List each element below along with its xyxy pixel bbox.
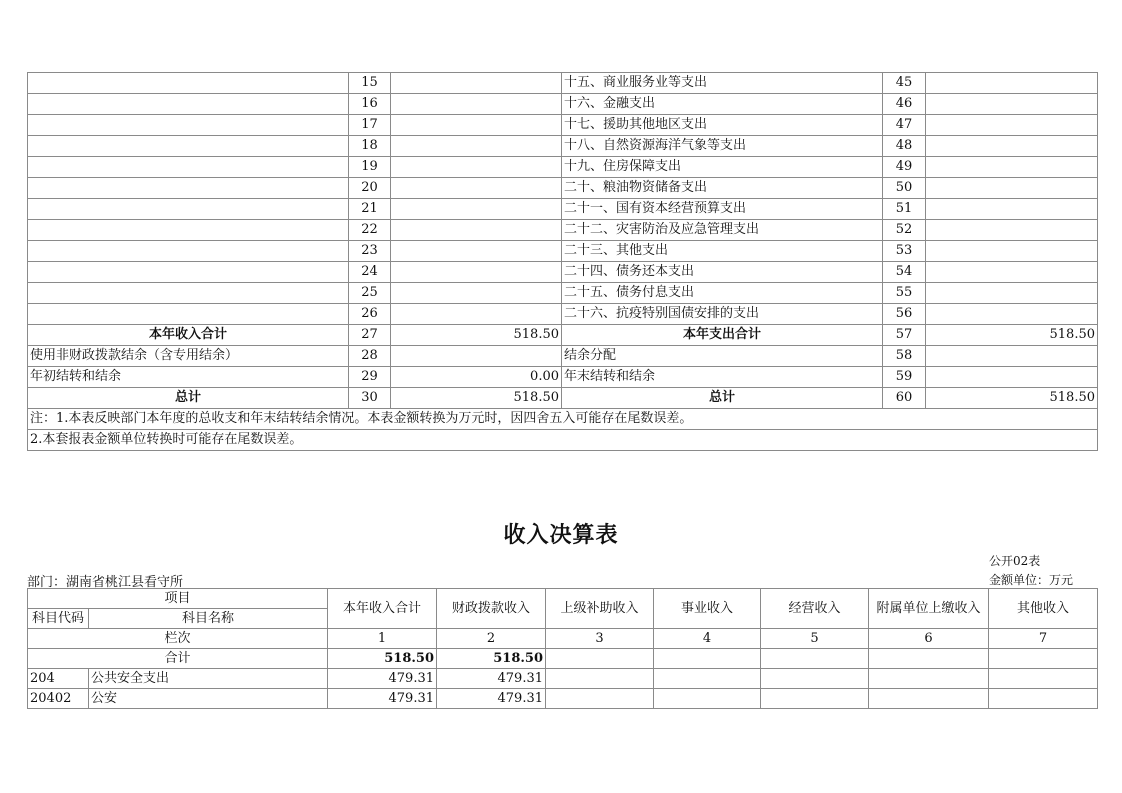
- expense-item-label: 十六、金融支出: [562, 94, 883, 115]
- expense-amount: [926, 157, 1098, 178]
- income-amount: [391, 241, 562, 262]
- income-item-label: [28, 283, 349, 304]
- form-id-label: 公开02表: [989, 554, 1041, 568]
- expense-item-label: 二十一、国有资本经营预算支出: [562, 199, 883, 220]
- expense-line-number: 55: [883, 283, 926, 304]
- header-code: 科目代码: [28, 609, 89, 629]
- note-text: 注：1.本表反映部门本年度的总收支和年末结转结余情况。本表金额转换为万元时，因四舍五入可能存在尾数误差。: [28, 409, 1098, 430]
- expense-item-label: 二十六、抗疫特别国债安排的支出: [562, 304, 883, 325]
- amount-cell: [761, 689, 869, 709]
- summary-row: [28, 304, 1098, 325]
- expense-amount: [926, 73, 1098, 94]
- expense-line-number: 52: [883, 220, 926, 241]
- expense-line-number: 60: [883, 388, 926, 409]
- total-value: 518.50: [328, 649, 437, 669]
- total-value: [761, 649, 869, 669]
- summary-row: [28, 367, 1098, 388]
- column-number: 4: [654, 629, 761, 649]
- note-row: [28, 430, 1098, 451]
- summary-row: [28, 157, 1098, 178]
- summary-row: [28, 241, 1098, 262]
- expense-item-label: 十七、援助其他地区支出: [562, 115, 883, 136]
- income-line-number: 30: [349, 388, 391, 409]
- summary-row: [28, 346, 1098, 367]
- header-col-5: 经营收入: [761, 589, 869, 629]
- expense-line-number: 45: [883, 73, 926, 94]
- expense-item-label: 总计: [562, 388, 883, 409]
- income-item-label: [28, 178, 349, 199]
- summary-row: [28, 94, 1098, 115]
- summary-row: [28, 73, 1098, 94]
- income-item-label: [28, 262, 349, 283]
- note-row: [28, 409, 1098, 430]
- income-item-label: [28, 73, 349, 94]
- amount-cell: 479.31: [328, 669, 437, 689]
- summary-row: [28, 283, 1098, 304]
- income-line-number: 19: [349, 157, 391, 178]
- income-line-number: 15: [349, 73, 391, 94]
- expense-amount: [926, 304, 1098, 325]
- amount-cell: 479.31: [437, 689, 546, 709]
- income-item-label: 使用非财政拨款结余（含专用结余）: [28, 346, 349, 367]
- expense-item-label: 二十、粮油物资储备支出: [562, 178, 883, 199]
- expense-amount: 518.50: [926, 325, 1098, 346]
- expense-line-number: 48: [883, 136, 926, 157]
- expense-line-number: 56: [883, 304, 926, 325]
- expense-item-label: 二十五、债务付息支出: [562, 283, 883, 304]
- income-item-label: [28, 241, 349, 262]
- amount-cell: [869, 689, 989, 709]
- expense-line-number: 58: [883, 346, 926, 367]
- income-line-number: 21: [349, 199, 391, 220]
- income-amount: [391, 136, 562, 157]
- column-number-label: 栏次: [28, 629, 328, 649]
- income-amount: [391, 283, 562, 304]
- summary-row: [28, 199, 1098, 220]
- column-number-row: [28, 629, 1098, 649]
- income-line-number: 25: [349, 283, 391, 304]
- subject-code: 20402: [28, 689, 89, 709]
- expense-item-label: 结余分配: [562, 346, 883, 367]
- income-line-number: 28: [349, 346, 391, 367]
- income-line-number: 17: [349, 115, 391, 136]
- total-row: [28, 649, 1098, 669]
- total-value: [869, 649, 989, 669]
- header-col-6: 附属单位上缴收入: [869, 589, 989, 629]
- amount-cell: [989, 689, 1098, 709]
- amount-cell: 479.31: [328, 689, 437, 709]
- table-row: [28, 689, 1098, 709]
- department-label: 部门：湖南省桃江县看守所: [27, 575, 184, 590]
- expense-line-number: 59: [883, 367, 926, 388]
- expense-line-number: 47: [883, 115, 926, 136]
- income-amount: 518.50: [391, 388, 562, 409]
- expense-line-number: 53: [883, 241, 926, 262]
- header-col-4: 事业收入: [654, 589, 761, 629]
- income-amount: 518.50: [391, 325, 562, 346]
- amount-cell: [989, 669, 1098, 689]
- total-label: 合计: [28, 649, 328, 669]
- income-expense-summary-table: [27, 72, 1098, 451]
- summary-row: [28, 388, 1098, 409]
- expense-amount: 518.50: [926, 388, 1098, 409]
- income-line-number: 23: [349, 241, 391, 262]
- amount-cell: [761, 669, 869, 689]
- expense-item-label: 十九、住房保障支出: [562, 157, 883, 178]
- total-value: [546, 649, 654, 669]
- income-item-label: [28, 94, 349, 115]
- header-col-3: 上级补助收入: [546, 589, 654, 629]
- page-title: 收入决算表: [503, 522, 619, 548]
- expense-item-label: 十八、自然资源海洋气象等支出: [562, 136, 883, 157]
- expense-amount: [926, 346, 1098, 367]
- column-number: 5: [761, 629, 869, 649]
- income-item-label: [28, 157, 349, 178]
- income-line-number: 16: [349, 94, 391, 115]
- income-item-label: [28, 115, 349, 136]
- income-amount: [391, 346, 562, 367]
- column-number: 6: [869, 629, 989, 649]
- expense-amount: [926, 367, 1098, 388]
- income-line-number: 18: [349, 136, 391, 157]
- header-col-2: 财政拨款收入: [437, 589, 546, 629]
- expense-item-label: 年末结转和结余: [562, 367, 883, 388]
- income-amount: 0.00: [391, 367, 562, 388]
- amount-cell: [546, 669, 654, 689]
- header-col-7: 其他收入: [989, 589, 1098, 629]
- total-value: [654, 649, 761, 669]
- expense-amount: [926, 262, 1098, 283]
- column-number: 7: [989, 629, 1098, 649]
- expense-amount: [926, 241, 1098, 262]
- income-amount: [391, 220, 562, 241]
- expense-amount: [926, 136, 1098, 157]
- column-number: 2: [437, 629, 546, 649]
- total-value: [989, 649, 1098, 669]
- amount-cell: [654, 689, 761, 709]
- income-item-label: 年初结转和结余: [28, 367, 349, 388]
- header-name: 科目名称: [89, 609, 328, 629]
- income-amount: [391, 115, 562, 136]
- income-item-label: 本年收入合计: [28, 325, 349, 346]
- column-number: 3: [546, 629, 654, 649]
- summary-row: [28, 115, 1098, 136]
- summary-row: [28, 220, 1098, 241]
- income-line-number: 27: [349, 325, 391, 346]
- income-item-label: 总计: [28, 388, 349, 409]
- income-item-label: [28, 136, 349, 157]
- summary-row: [28, 262, 1098, 283]
- expense-line-number: 49: [883, 157, 926, 178]
- summary-row: [28, 325, 1098, 346]
- unit-label: 金额单位：万元: [989, 573, 1074, 587]
- total-value: 518.50: [437, 649, 546, 669]
- expense-line-number: 46: [883, 94, 926, 115]
- summary-row: [28, 136, 1098, 157]
- expense-item-label: 二十二、灾害防治及应急管理支出: [562, 220, 883, 241]
- note-text: 2.本套报表金额单位转换时可能存在尾数误差。: [28, 430, 1098, 451]
- income-amount: [391, 94, 562, 115]
- expense-line-number: 57: [883, 325, 926, 346]
- expense-item-label: 本年支出合计: [562, 325, 883, 346]
- expense-amount: [926, 199, 1098, 220]
- column-number: 1: [328, 629, 437, 649]
- expense-line-number: 51: [883, 199, 926, 220]
- amount-cell: [654, 669, 761, 689]
- expense-amount: [926, 220, 1098, 241]
- income-amount: [391, 157, 562, 178]
- header-col-1: 本年收入合计: [328, 589, 437, 629]
- expense-amount: [926, 283, 1098, 304]
- subject-name: 公安: [89, 689, 328, 709]
- expense-item-label: 十五、商业服务业等支出: [562, 73, 883, 94]
- income-item-label: [28, 220, 349, 241]
- expense-amount: [926, 178, 1098, 199]
- income-item-label: [28, 199, 349, 220]
- expense-line-number: 50: [883, 178, 926, 199]
- income-amount: [391, 73, 562, 94]
- income-amount: [391, 304, 562, 325]
- income-amount: [391, 199, 562, 220]
- income-line-number: 29: [349, 367, 391, 388]
- expense-item-label: 二十四、债务还本支出: [562, 262, 883, 283]
- income-line-number: 20: [349, 178, 391, 199]
- header-item: 项目: [28, 589, 328, 609]
- expense-amount: [926, 94, 1098, 115]
- expense-item-label: 二十三、其他支出: [562, 241, 883, 262]
- summary-row: [28, 178, 1098, 199]
- subject-name: 公共安全支出: [89, 669, 328, 689]
- header-row: [28, 589, 1098, 609]
- expense-line-number: 54: [883, 262, 926, 283]
- income-statement-table: [27, 588, 1098, 709]
- income-line-number: 22: [349, 220, 391, 241]
- income-amount: [391, 262, 562, 283]
- table-row: [28, 669, 1098, 689]
- amount-cell: [869, 669, 989, 689]
- income-line-number: 26: [349, 304, 391, 325]
- income-line-number: 24: [349, 262, 391, 283]
- amount-cell: 479.31: [437, 669, 546, 689]
- expense-amount: [926, 115, 1098, 136]
- income-item-label: [28, 304, 349, 325]
- amount-cell: [546, 689, 654, 709]
- income-amount: [391, 178, 562, 199]
- subject-code: 204: [28, 669, 89, 689]
